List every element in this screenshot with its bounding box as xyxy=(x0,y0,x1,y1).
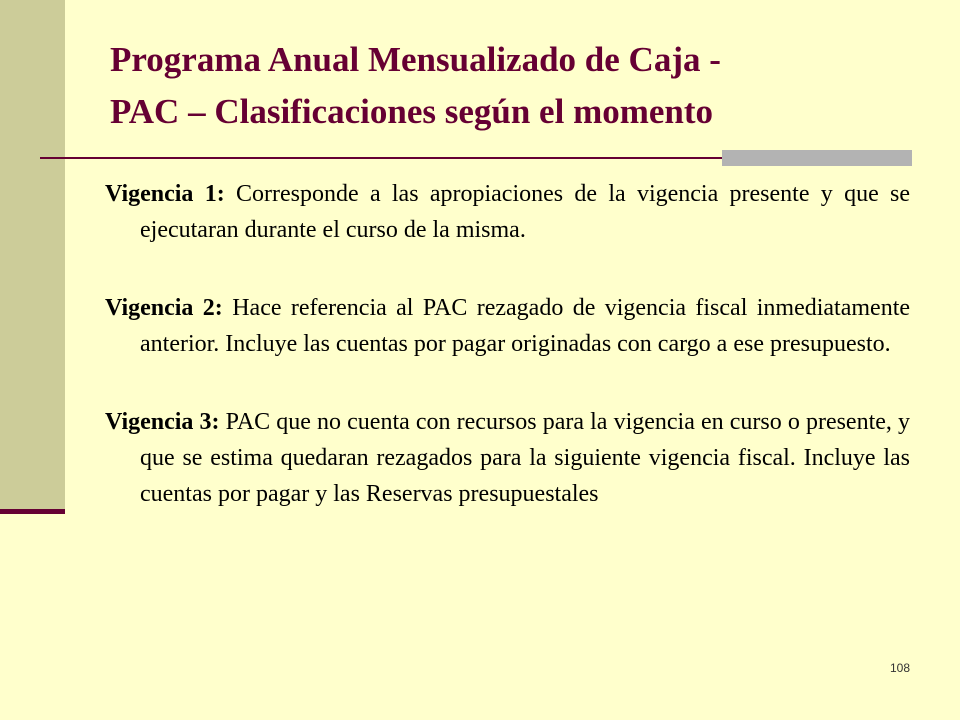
vigencia-2-label: Vigencia 2: xyxy=(105,295,223,321)
vigencia-2-text: Hace referencia al PAC rezagado de vigencia fiscal inmediatamente anterior. Incluye las cuentas por pagar originadas con cargo a ese presupuesto. xyxy=(140,295,911,357)
vigencia-3-label: Vigencia 3: xyxy=(105,409,220,435)
title-underline-accent xyxy=(722,150,912,166)
vigencia-1-paragraph xyxy=(105,176,910,248)
slide-body xyxy=(105,176,910,554)
slide-title-line-1: Programa Anual Mensualizado de Caja - xyxy=(110,40,721,79)
slide-title xyxy=(110,34,910,138)
vigencia-2-paragraph xyxy=(105,290,910,362)
vigencia-3-text: PAC que no cuenta con recursos para la vigencia en curso o presente, y que se estima quedaran rezagados para la siguiente vigencia fiscal. Incluye las cuentas por pagar y las Reservas presupuestales xyxy=(140,409,911,507)
left-band-rule xyxy=(0,509,65,514)
vigencia-1-label: Vigencia 1: xyxy=(105,181,225,207)
vigencia-1-text: Corresponde a las apropiaciones de la vigencia presente y que se ejecutaran durante el curso de la misma. xyxy=(140,181,911,243)
page-number: 108 xyxy=(889,661,910,675)
left-decorative-band xyxy=(0,0,65,513)
slide-title-line-2: PAC – Clasificaciones según el momento xyxy=(110,92,714,131)
vigencia-3-paragraph xyxy=(105,404,910,512)
